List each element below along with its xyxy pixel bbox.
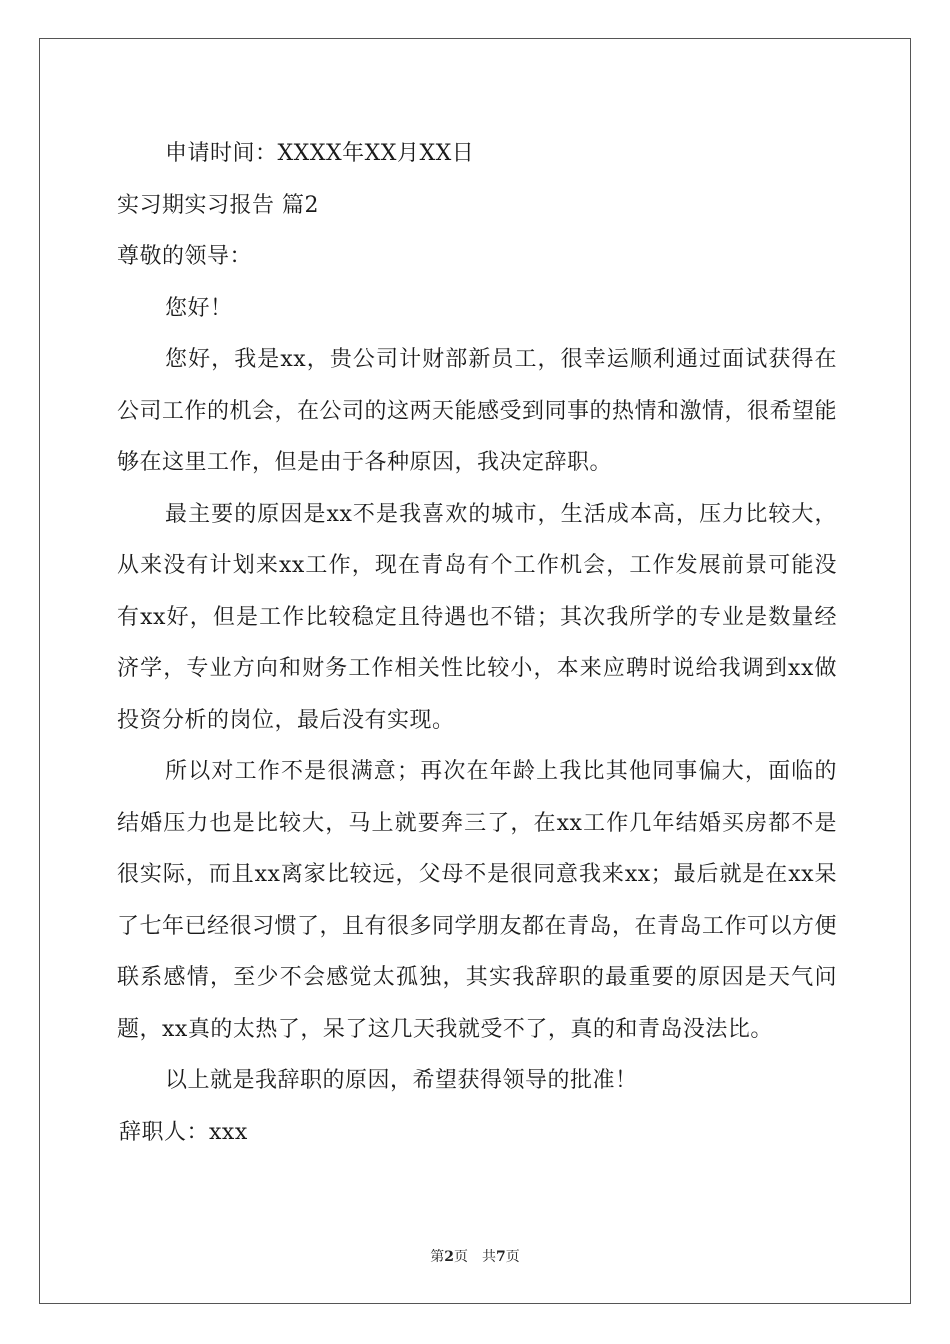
paragraph-4: 以上就是我辞职的原因，希望获得领导的批准！: [165, 1068, 638, 1093]
application-time: 申请时间：XXXX年XX月XX日: [165, 141, 475, 166]
current-page-number: 2: [444, 1249, 454, 1265]
page-label-prefix: 第: [430, 1249, 445, 1265]
paragraph-3: 所以对工作不是很满意；再次在年龄上我比其他同事偏大，面临的结婚压力也是比较大，马上就要奔三了，在xx工作几年结婚买房都不是很实际，而且xx离家比较远，父母不是很同意我来xx；最后就是在xx呆了七年已经很习惯了，且有很多同学朋友都在青岛，在青岛工作可以方便联系感情，至少不会感觉太孤独，其实我辞职的最重要的原因是天气问题，xx真的太热了，呆了这几天我就受不了，真的和青岛没法比。: [117, 759, 838, 1042]
paragraph-1: 您好，我是xx，贵公司计财部新员工，很幸运顺利通过面试获得在公司工作的机会，在公司的这两天能感受到同事的热情和激情，很希望能够在这里工作，但是由于各种原因，我决定辞职。: [117, 347, 838, 475]
page-label-suffix: 页: [505, 1249, 520, 1265]
greeting: 您好！: [165, 295, 233, 321]
salutation: 尊敬的领导：: [117, 244, 253, 269]
section-title: 实习期实习报告 篇2: [117, 192, 319, 218]
page-label-mid: 页 共: [454, 1249, 496, 1265]
page-footer: [0, 1246, 950, 1266]
total-pages-number: 7: [496, 1249, 506, 1265]
paragraph-2: 最主要的原因是xx不是我喜欢的城市，生活成本高，压力比较大，从来没有计划来xx工作，现在青岛有个工作机会，工作发展前景可能没有xx好，但是工作比较稳定且待遇也不错；其次我所学的专业是数量经济学，专业方向和财务工作相关性比较小，本来应聘时说给我调到xx做投资分析的岗位，最后没有实现。: [117, 501, 837, 733]
document-body: [117, 128, 837, 1158]
signature: 辞职人：xxx: [119, 1119, 248, 1145]
